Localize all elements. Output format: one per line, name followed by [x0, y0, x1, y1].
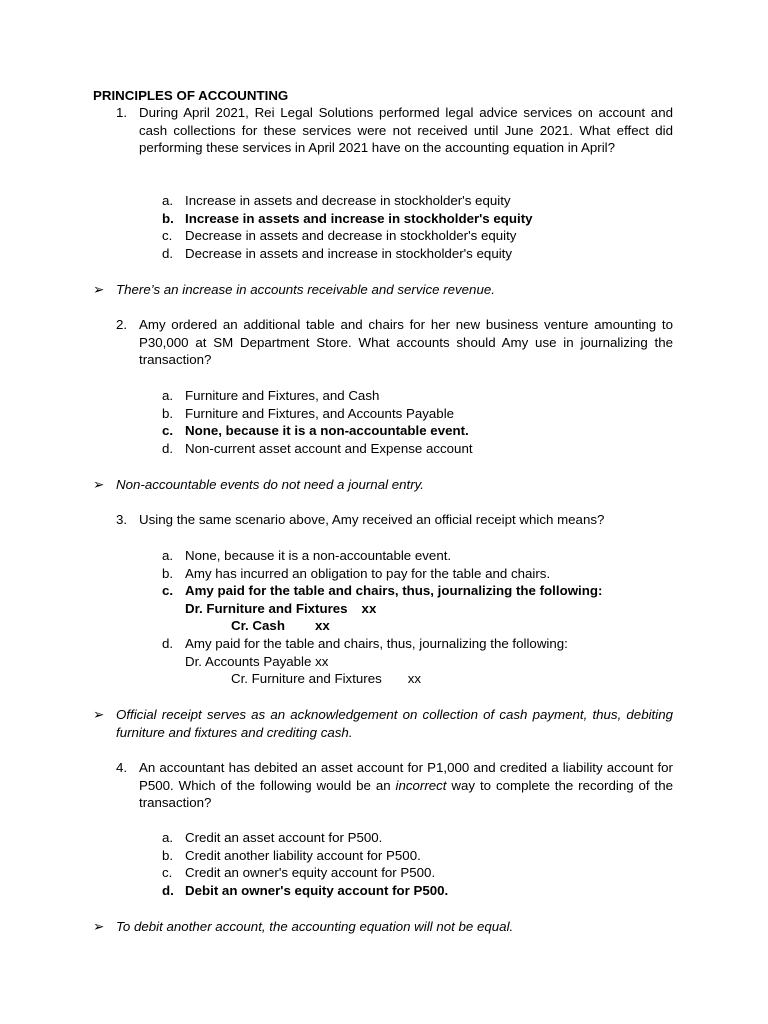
journal-credit-line: Cr. Cash xx [231, 618, 330, 634]
arrow-bullet-icon: ➢ [93, 282, 105, 297]
question-text: An accountant has debited an asset account for P1,000 and credited a liability account for P500. Which of the following would be an incorrect way to complete the recording of the transaction? [139, 760, 673, 811]
arrow-bullet-icon: ➢ [93, 707, 105, 722]
option-a: a. Credit an asset account for P500. [162, 830, 383, 845]
question-2-options [162, 387, 682, 457]
question-text: Amy ordered an additional table and chairs for her new business venture amounting to P30,000 at SM Department Store. What accounts should Amy use in journalizing the transaction? [139, 317, 673, 368]
option-a: a. Furniture and Fixtures, and Cash [162, 388, 380, 403]
option-c: c. Decrease in assets and decrease in stockholder's equity [162, 228, 517, 244]
option-d: d. Amy paid for the table and chairs, thus, journalizing the following: Dr. Accounts Payable xx Cr. Furniture and Fixtures xx [162, 635, 682, 688]
question-4 [116, 759, 673, 812]
option-d: d. Non-current asset account and Expense account [162, 440, 473, 456]
question-4-options [162, 829, 682, 899]
option-c-answer: c. Amy paid for the table and chairs, thus, journalizing the following: Dr. Furniture and Fixtures xx Cr. Cash xx [162, 582, 682, 635]
arrow-bullet-icon: ➢ [93, 919, 105, 934]
question-number: 2. [116, 317, 128, 332]
option-d: d. Decrease in assets and increase in stockholder's equity [162, 245, 513, 261]
option-b-answer: b. Increase in assets and increase in stockholder's equity [162, 210, 533, 226]
answer-note-4: ➢ To debit another account, the accounting equation will not be equal. [93, 919, 514, 934]
question-text: Using the same scenario above, Amy received an official receipt which means? [139, 512, 605, 527]
answer-note-2: ➢ Non-accountable events do not need a journal entry. [93, 477, 425, 492]
answer-note-1: ➢ There’s an increase in accounts receivable and service revenue. [93, 282, 495, 297]
question-3-options [162, 547, 682, 688]
option-b: b. Credit another liability account for P500. [162, 847, 421, 863]
option-b: b. Amy has incurred an obligation to pay for the table and chairs. [162, 565, 551, 581]
option-a: a. None, because it is a non-accountable event. [162, 548, 452, 563]
question-number: 3. [116, 512, 128, 527]
question-text: During April 2021, Rei Legal Solutions performed legal advice services on account and cash collections for these services were not received until June 2021. What effect did performing these services in April 2021 have on the accounting equation in April? [139, 105, 673, 156]
option-d-answer: d. Debit an owner's equity account for P500. [162, 882, 449, 898]
journal-credit-line: Cr. Furniture and Fixtures xx [231, 671, 422, 687]
question-3 [116, 511, 673, 529]
document-title: PRINCIPLES OF ACCOUNTING [93, 88, 289, 103]
answer-note-3: ➢ Official receipt serves as an acknowledgement on collection of cash payment, thus, debiting furniture and fixtures and crediting cash. [93, 707, 673, 740]
option-b: b. Furniture and Fixtures, and Accounts Payable [162, 405, 455, 421]
arrow-bullet-icon: ➢ [93, 477, 105, 492]
emphasis-incorrect: incorrect [395, 777, 447, 793]
journal-debit-line: Dr. Accounts Payable xx [185, 653, 329, 669]
question-1-options [162, 192, 682, 262]
question-1 [116, 104, 673, 157]
option-c-answer: c. None, because it is a non-accountable event. [162, 423, 469, 439]
journal-debit-line: Dr. Furniture and Fixtures xx [185, 600, 377, 616]
question-number: 1. [116, 105, 128, 120]
question-2 [116, 316, 673, 369]
option-a: a. Increase in assets and decrease in stockholder's equity [162, 193, 511, 208]
option-c: c. Credit an owner's equity account for P500. [162, 865, 436, 881]
question-number: 4. [116, 760, 128, 775]
